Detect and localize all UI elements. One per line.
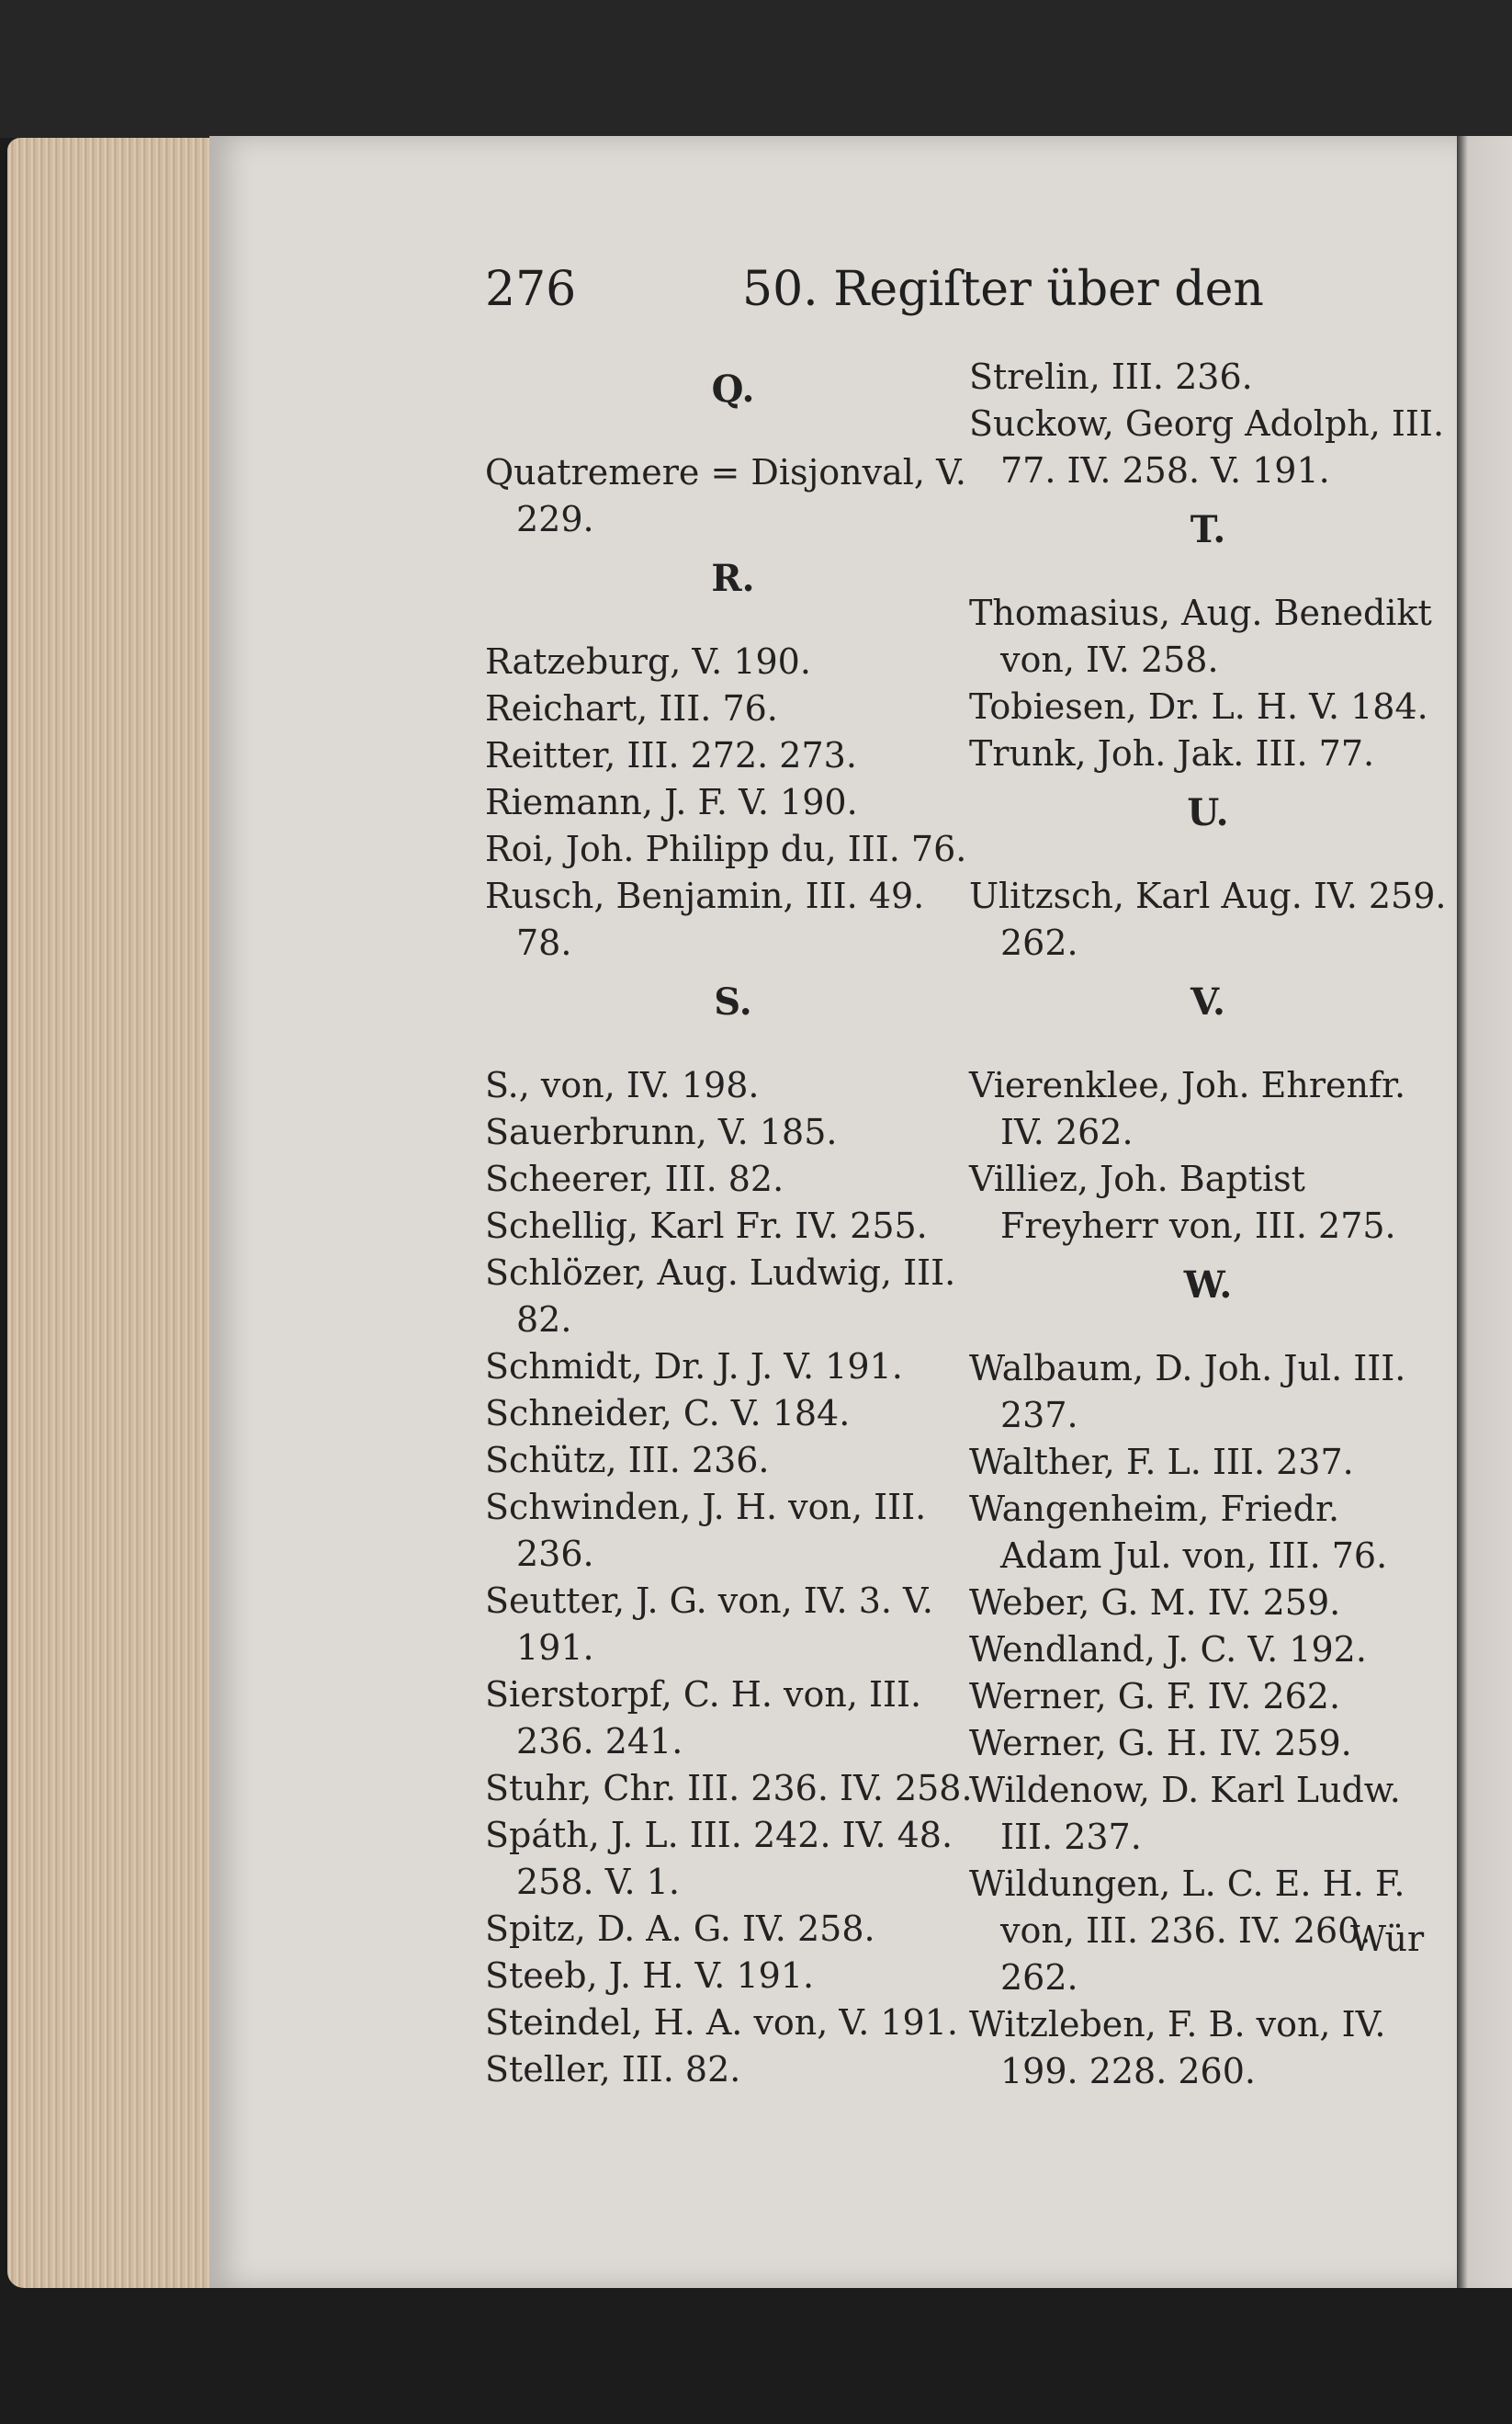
index-entry: Reitter, III. 272. 273. [485, 735, 857, 776]
index-entry: Scheerer, III. 82. [485, 1159, 784, 1199]
index-entry: Wildenow, D. Karl Ludw. III. 237. [969, 1770, 1401, 1857]
index-entry: Schmidt, Dr. J. J. V. 191. [485, 1346, 903, 1387]
section-heading: U. [1187, 791, 1229, 834]
book-page-edges [7, 138, 219, 2288]
index-entry: Vierenklee, Joh. Ehrenfr. IV. 262. [969, 1065, 1406, 1152]
index-entry: Riemann, J. F. V. 190. [485, 782, 858, 822]
index-entry: Rusch, Benjamin, III. 49. 78. [485, 876, 925, 963]
section-heading: T. [1190, 508, 1226, 551]
index-entry: Wendland, J. C. V. 192. [969, 1629, 1367, 1670]
index-entry: Ratzeburg, V. 190. [485, 641, 811, 682]
page-number: 276 [485, 262, 577, 317]
facing-page-edge [1457, 136, 1512, 2288]
index-entry: Weber, G. M. IV. 259. [969, 1582, 1341, 1623]
section-heading: Q. [711, 368, 755, 411]
index-entry: Sierstorpf, C. H. von, III. 236. 241. [485, 1674, 922, 1761]
index-entry: Witzleben, F. B. von, IV. 199. 228. 260. [969, 2004, 1386, 2091]
backdrop-top [0, 0, 1512, 138]
index-entry: Trunk, Joh. Jak. III. 77. [969, 733, 1375, 774]
section-heading: S. [714, 980, 752, 1024]
index-entry: Walbaum, D. Joh. Jul. III. 237. [969, 1348, 1406, 1435]
index-entry: Werner, G. F. IV. 262. [969, 1676, 1341, 1716]
index-entry: Schütz, III. 236. [485, 1440, 770, 1480]
catchword: Wür [1350, 1919, 1425, 1959]
index-entry: Thomasius, Aug. Benedikt von, IV. 258. [969, 593, 1432, 680]
index-entry: Roi, Joh. Philipp du, III. 76. [485, 829, 967, 869]
index-entry: Schlözer, Aug. Ludwig, III. 82. [485, 1252, 956, 1340]
backdrop-bottom [0, 2279, 1512, 2424]
section-heading: R. [711, 557, 755, 600]
running-head: 50. Regiſter über den [742, 262, 1264, 317]
index-entry: Tobiesen, Dr. L. H. V. 184. [969, 686, 1428, 727]
index-entry: Schellig, Karl Fr. IV. 255. [485, 1206, 928, 1246]
index-entry: S., von, IV. 198. [485, 1065, 760, 1105]
index-entry: Schwinden, J. H. von, III. 236. [485, 1487, 927, 1574]
index-entry: Wildungen, L. C. E. H. F. von, III. 236. IV. 260. 262. [969, 1863, 1405, 1998]
index-entry: Wangenheim, Friedr. Adam Jul. von, III. 76. [969, 1489, 1388, 1576]
page-header [485, 262, 1264, 335]
index-entry: Steller, III. 82. [485, 2049, 741, 2090]
index-column-left [485, 354, 981, 2093]
section-heading: W. [1183, 1263, 1233, 1307]
index-entry: Reichart, III. 76. [485, 688, 778, 729]
index-entry: Stuhr, Chr. III. 236. IV. 258. [485, 1768, 973, 1808]
index-entry: Sauerbrunn, V. 185. [485, 1112, 838, 1152]
index-entry: Walther, F. L. III. 237. [969, 1442, 1354, 1482]
index-entry: Strelin, III. 236. [969, 357, 1253, 397]
index-column-right [969, 354, 1447, 2095]
index-entry: Schneider, C. V. 184. [485, 1393, 851, 1433]
index-entry: Spáth, J. L. III. 242. IV. 48. 258. V. 1. [485, 1815, 953, 1902]
index-entry: Ulitzsch, Karl Aug. IV. 259. 262. [969, 876, 1447, 963]
index-entry: Steindel, H. A. von, V. 191. [485, 2002, 958, 2043]
index-entry: Spitz, D. A. G. IV. 258. [485, 1909, 875, 1949]
index-entry: Seutter, J. G. von, IV. 3. V. 191. [485, 1580, 933, 1668]
index-entry: Werner, G. H. IV. 259. [969, 1723, 1352, 1763]
index-entry: Quatremere = Disjonval, V. 229. [485, 452, 966, 539]
section-heading: V. [1190, 980, 1225, 1024]
index-entry: Steeb, J. H. V. 191. [485, 1955, 815, 1996]
index-entry: Villiez, Joh. Baptist Freyherr von, III. 275. [969, 1159, 1396, 1246]
index-entry: Suckow, Georg Adolph, III. 77. IV. 258. V. 191. [969, 403, 1445, 491]
